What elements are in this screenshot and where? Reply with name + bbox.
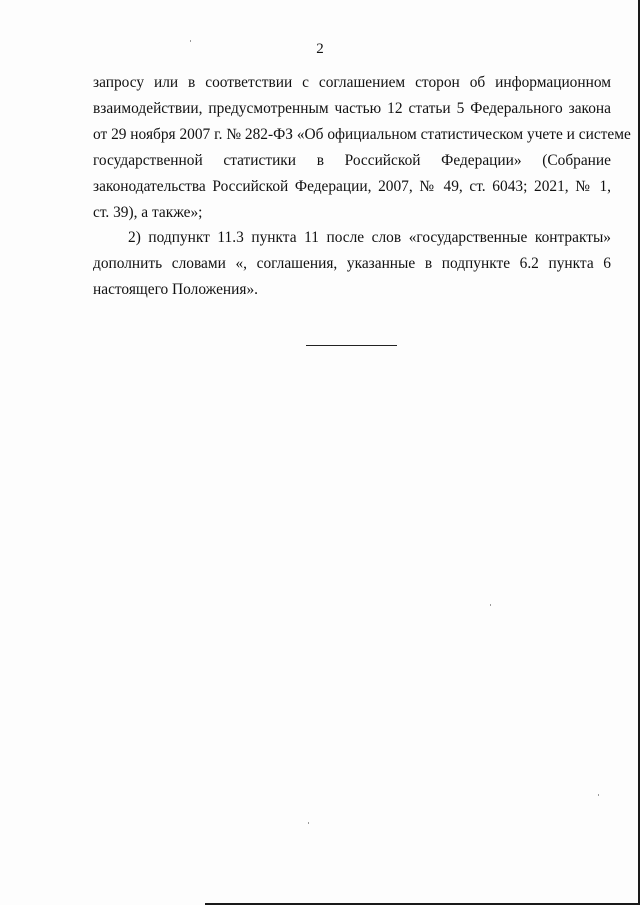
text-line: государственной статистики в Российской Федерации» (Собрание [93,152,611,169]
text-line: дополнить словами «, соглашения, указанные в подпункте 6.2 пункта 6 [93,255,611,272]
text-line: настоящего Положения». [93,281,259,298]
scan-speck [490,604,491,606]
end-divider [306,345,397,346]
text-line: законодательства Российской Федерации, 2007, № 49, ст. 6043; 2021, № 1, [93,178,611,195]
text-line: ст. 39), а также»; [93,204,203,221]
text-line: 2) подпункт 11.3 пункта 11 после слов «государственные контракты» [128,229,611,246]
text-line: от 29 ноября 2007 г. № 282-ФЗ «Об официальном статистическом учете и системе [93,126,631,143]
paragraph-1 [93,70,631,226]
scan-speck [598,794,599,796]
text-line: взаимодействии, предусмотренным частью 12 статьи 5 Федерального закона [93,100,611,117]
page-number: 2 [316,41,324,57]
paragraph-2 [93,225,611,303]
text-line: запросу или в соответствии с соглашением сторон об информационном [93,74,611,91]
scan-speck [308,822,309,824]
scan-speck [190,40,191,42]
